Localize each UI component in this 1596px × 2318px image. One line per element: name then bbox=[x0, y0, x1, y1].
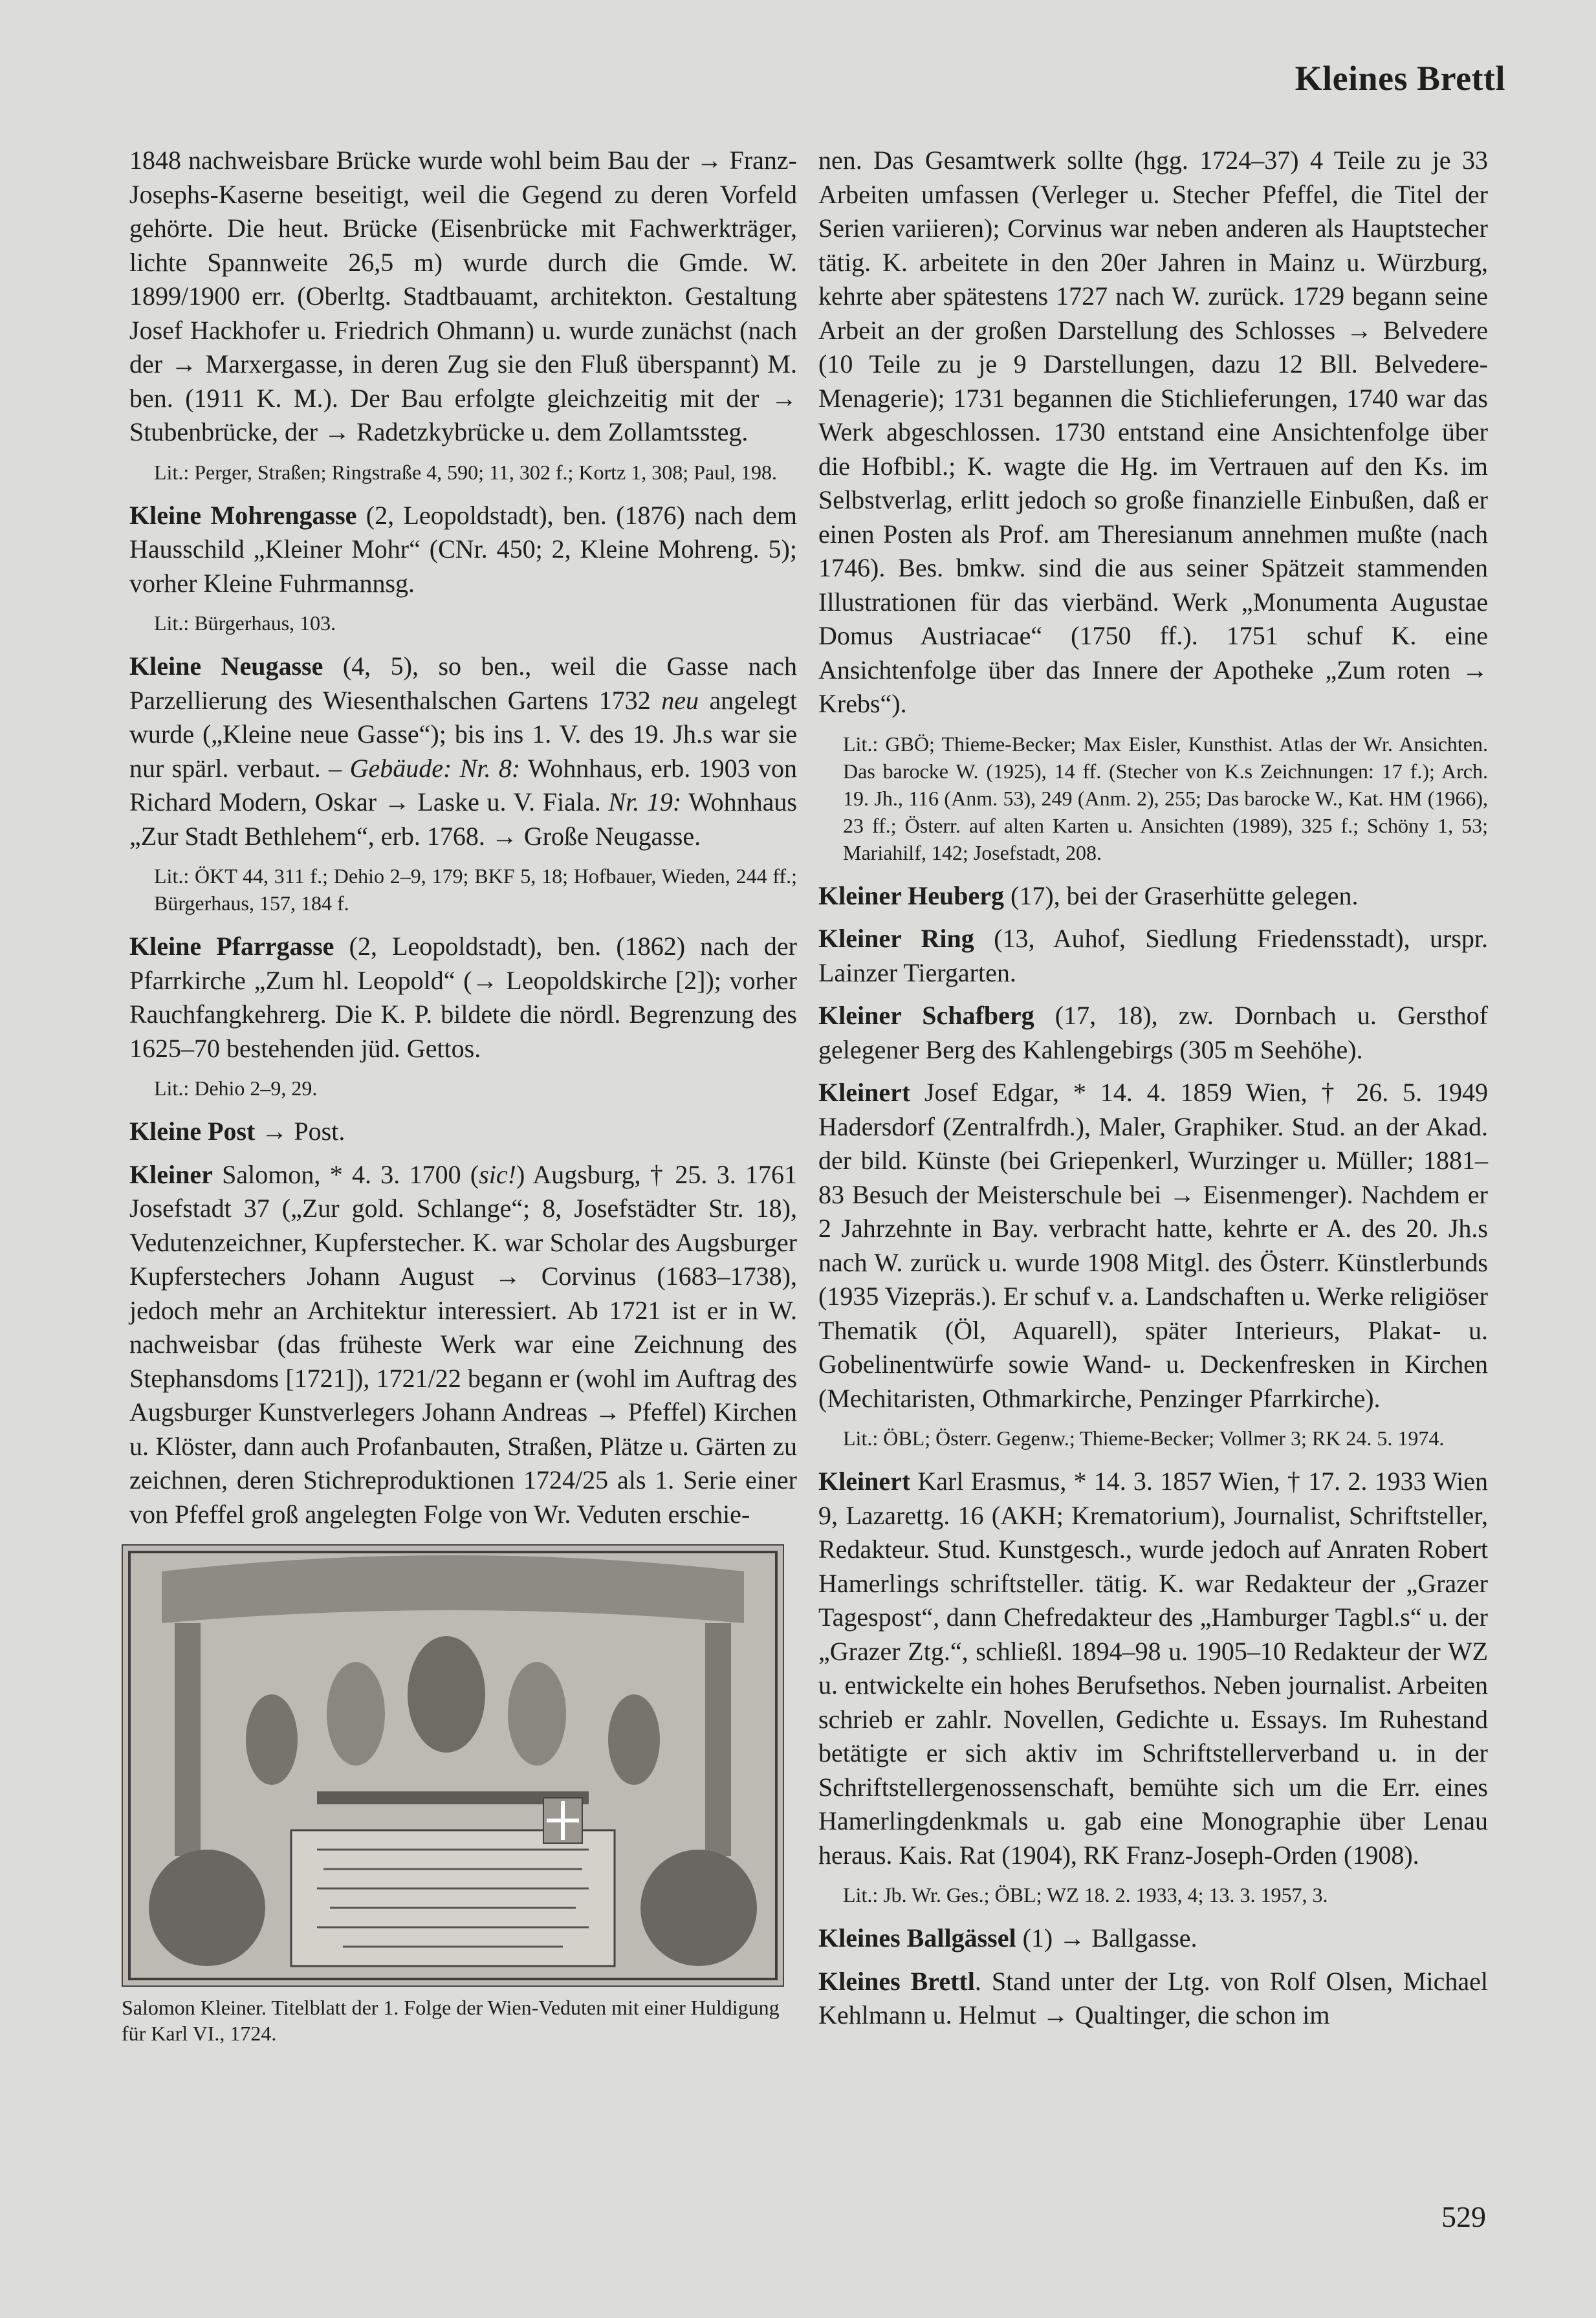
headword: Kleine Mohrengasse bbox=[129, 500, 357, 530]
entry-text: (2, Leopoldstadt), ben. (1862) nach der Pfarrkirche „Zum hl. Leopold“ (→ Leopoldskirche [2]); vorher Rauchfangkehrerg. Die K. P. bildete die nördl. Begrenzung des 1625–70 bestehenden jüd. Gettos. bbox=[129, 932, 798, 1063]
entry-text: Josef Edgar, * 14. 4. 1859 Wien, † 26. 5. 1949 Hadersdorf (Zentralfrdh.), Maler, Graphiker. Stud. an der Akad. der bild. Künste (bei Griepenkerl, Wurzinger u. Müller; 1881–83 Besuch der Meisterschule bei → Eisenmenger). Nachdem er 2 Jahrzehnte in Bay. verbracht hatte, kehrte er A. des 20. Jh.s nach W. zurück u. wurde 1908 Mitgl. des Österr. Künstlerbunds (1935 Vizepräs.). Er schuf v. a. Landschaften u. Werke religiöser Thematik (Öl, Aquarell), später Interieurs, Plakat- u. Gobelinentwürfe sowie Wand- u. Deckenfresken in Kirchen (Mechitaristen, Othmarkirche, Penzinger Pfarrkirche). bbox=[818, 1078, 1488, 1413]
headword: Kleiner bbox=[129, 1159, 213, 1189]
figure-engraving bbox=[122, 1544, 782, 2046]
entry-kleine-mohrengasse bbox=[129, 499, 797, 601]
entry-kleine-neugasse bbox=[129, 650, 797, 853]
literature-kleiner-salomon: Lit.: GBÖ; Thieme-Becker; Max Eisler, Kunsthist. Atlas der Wr. Ansichten. Das barocke W. (1925), 14 ff. (Stecher von K.s Zeichnungen: 17 f.); Arch. 19. Jh., 116 (Anm. 53), 249 (Anm. 2), 255; Das barocke W., Kat. HM (1966), 23 ff.; Österr. auf alten Karten u. Ansichten (1989), 325 f.; Schöny 1, 53; Mariahilf, 142; Josefstadt, 208. bbox=[843, 732, 1488, 864]
entry-italic: sic! bbox=[479, 1159, 516, 1189]
entry-italic: Gebäude: Nr. 8: bbox=[349, 753, 521, 783]
entry-text: (1) → Ballgasse. bbox=[1016, 1923, 1197, 1952]
headword: Kleiner Schafberg bbox=[818, 1001, 1034, 1030]
entry-kleiner-salomon bbox=[129, 1158, 797, 1532]
engraving-image bbox=[122, 1544, 784, 1987]
entry-kleine-post bbox=[129, 1115, 797, 1149]
headword: Kleine Pfarrgasse bbox=[129, 932, 334, 961]
entry-text: → Post. bbox=[255, 1117, 345, 1146]
entry-kleines-ballgaessel bbox=[818, 1921, 1488, 1956]
entry-continuation-kleiner-salomon: nen. Das Gesamtwerk sollte (hgg. 1724–37) 4 Teile zu je 33 Arbeiten umfassen (Verleger u. Stecher Pfeffel, die Titel der Serien variieren); Corvinus war neben anderen als Hauptstecher tätig. K. arbeitete in den 20er Jahren in Mainz u. Würzburg, kehrte aber spätestens 1727 nach W. zurück. 1729 begann seine Arbeit an der großen Darstellung des Schlosses → Belvedere (10 Teile zu je 9 Darstellungen, dazu 12 Bll. Belvedere-Menagerie); 1731 begannen die Stichlieferungen, 1740 war das Werk abgeschlossen. 1730 entstand eine Ansichtenfolge über die Hofbibl.; K. wagte die Hg. im Vertrauen auf den Ks. im Selbstverlag, erlitt jedoch so große finanzielle Einbußen, daß er einen Posten als Prof. am Theresianum annehmen mußte (nach 1746). Bes. bmkw. sind die aus seiner Spätzeit stammenden Illustrationen für das vierbänd. Werk „Monumenta Augustae Domus Austriacae“ (1750 ff.). 1751 schuf K. eine Ansichtenfolge über das Innere der Apotheke „Zum roten → Krebs“). bbox=[818, 146, 1488, 718]
entry-kleinert-josef bbox=[818, 1076, 1488, 1416]
left-column bbox=[122, 144, 798, 2046]
entry-text: (17, 18), zw. Dornbach u. Gersthof gelegener Berg des Kahlengebirgs (305 m Seehöhe). bbox=[818, 1001, 1489, 1064]
entry-text: (13, Auhof, Siedlung Friedensstadt), urspr. Lainzer Tiergarten. bbox=[818, 924, 1488, 987]
entry-kleines-brettl bbox=[818, 1965, 1488, 2033]
entry-text: ) Augsburg, † 25. 3. 1761 Josefstadt 37 („Zur gold. Schlange“; 8, Josefstädter Str. 18), Vedutenzeichner, Kupferstecher. K. war Scholar des Augsburger Kupferstechers Johann August → Corvinus (1683–1738), jedoch mehr an Architektur interessiert. Ab 1721 ist er in W. nachweisbar (das früheste Werk war eine Zeichnung des Stephansdoms [1721]), 1721/22 begann er (wohl im Auftrag des Augsburger Kunstverlegers Johann Andreas → Pfeffel) Kirchen u. Klöster, dann auch Profanbauten, Straßen, Plätze u. Gärten zu zeichnen, deren Stichreproduktionen 1724/25 als 1. Serie einer von Pfeffel groß angelegten Folge von Wr. Veduten erschie- bbox=[129, 1159, 797, 1529]
headword: Kleiner Heuberg bbox=[818, 880, 1004, 910]
entry-continuation-bridge: 1848 nachweisbare Brücke wurde wohl beim Bau der → Franz-Josephs-Kaserne beseitigt, weil die Gegend zu deren Vorfeld gehörte. Die heut. Brücke (Eisenbrücke mit Fachwerkträger, lichte Spannweite 26,5 m) wurde durch die Gmde. W. 1899/1900 err. (Oberltg. Stadtbauamt, architekton. Gestaltung Josef Hackhofer u. Friedrich Ohmann) u. wurde zunächst (nach der → Marxergasse, in deren Zug sie den Fluß überspannt) M. ben. (1911 K. M.). Der Bau erfolgte gleichzeitig mit der → Stubenbrücke, der → Radetzkybrücke u. dem Zollamtssteg. bbox=[129, 146, 797, 446]
entry-text: . Stand unter der Ltg. von Rolf Olsen, Michael Kehlmann u. Helmut → Qualtinger, die schon im bbox=[818, 1966, 1488, 2029]
literature-pfarrgasse: Lit.: Dehio 2–9, 29. bbox=[154, 1077, 318, 1100]
entry-text: Wohnhaus „Zur Stadt Bethlehem“, erb. 1768. → Große Neugasse. bbox=[129, 787, 797, 851]
entry-kleiner-ring bbox=[818, 922, 1488, 990]
entry-kleine-pfarrgasse bbox=[129, 930, 797, 1066]
literature-kleinert-karl: Lit.: Jb. Wr. Ges.; ÖBL; WZ 18. 2. 1933, 4; 13. 3. 1957, 3. bbox=[843, 1883, 1328, 1907]
entry-text: (4, 5), so ben., weil die Gasse nach Parzellierung des Wiesenthalschen Gartens 1732 bbox=[129, 651, 797, 715]
figure-caption: Salomon Kleiner. Titelblatt der 1. Folge der Wien-Veduten mit einer Huldigung für Karl VI., 1724. bbox=[122, 1996, 780, 2045]
entry-text: (17), bei der Graserhütte gelegen. bbox=[1004, 880, 1359, 910]
entry-text: Karl Erasmus, * 14. 3. 1857 Wien, † 17. 2. 1933 Wien 9, Lazarettg. 16 (AKH; Krematorium), Journalist, Schriftsteller, Redakteur. Stud. Kunstgesch., wurde jedoch auf Anraten Robert Hamerlings schriftsteller. tätig. K. war Redakteur der „Grazer Tagespost“, dann Chefredakteur des „Hamburger Tagbl.s“ u. der „Grazer Ztg.“, schließl. 1894–98 u. 1905–10 Redakteur der WZ u. entwickelte ein hohes Berufsethos. Neben journalist. Arbeiten schrieb er zahlr. Novellen, Gedichte u. Essays. Im Ruhestand betätigte er sich aktiv im Schriftstellerverband u. in der Schriftstellergenossenschaft, bemühte sich um die Err. eines Hamerlingdenkmals u. gab eine Monographie über Lenau heraus. Kais. Rat (1904), RK Franz-Joseph-Orden (1908). bbox=[818, 1467, 1488, 1870]
headword: Kleines Ballgässel bbox=[818, 1923, 1016, 1952]
page-number: 529 bbox=[1441, 2200, 1486, 2233]
headword: Kleinert bbox=[818, 1467, 911, 1496]
entry-text: (2, Leopoldstadt), ben. (1876) nach dem Hausschild „Kleiner Mohr“ (CNr. 450; 2, Kleine Mohreng. 5); vorher Kleine Fuhrmannsg. bbox=[129, 500, 797, 598]
entry-italic: Nr. 19: bbox=[608, 787, 682, 816]
entry-kleiner-heuberg bbox=[818, 879, 1488, 913]
headword: Kleines Brettl bbox=[818, 1966, 975, 1996]
literature-mohrengasse: Lit.: Bürgerhaus, 103. bbox=[154, 611, 336, 635]
literature-bridge: Lit.: Perger, Straßen; Ringstraße 4, 590; 11, 302 f.; Kortz 1, 308; Paul, 198. bbox=[154, 460, 778, 484]
entry-text: Salomon, * 4. 3. 1700 ( bbox=[212, 1159, 479, 1189]
entry-italic: neu bbox=[661, 685, 699, 715]
entry-kleiner-schafberg bbox=[818, 999, 1488, 1067]
literature-neugasse: Lit.: ÖKT 44, 311 f.; Dehio 2–9, 179; BKF 5, 18; Hofbauer, Wieden, 244 ff.; Bürgerhaus, 157, 184 f. bbox=[154, 864, 797, 915]
headword: Kleine Neugasse bbox=[129, 651, 323, 681]
headword: Kleiner Ring bbox=[818, 924, 974, 953]
headword: Kleinert bbox=[818, 1078, 911, 1107]
entry-text: angelegt wurde („Kleine neue Gasse“); bis ins 1. V. des 19. Jh.s war sie nur spärl. verbaut. – bbox=[129, 685, 797, 783]
entry-kleinert-karl bbox=[818, 1465, 1488, 1872]
entry-text: Wohnhaus, erb. 1903 von Richard Modern, Oskar → Laske u. V. Fiala. bbox=[129, 753, 797, 816]
running-head: Kleines Brettl bbox=[1295, 59, 1505, 98]
right-column bbox=[818, 144, 1488, 2042]
literature-kleinert-josef: Lit.: ÖBL; Österr. Gegenw.; Thieme-Becker; Vollmer 3; RK 24. 5. 1974. bbox=[843, 1427, 1445, 1450]
headword: Kleine Post bbox=[129, 1117, 256, 1146]
